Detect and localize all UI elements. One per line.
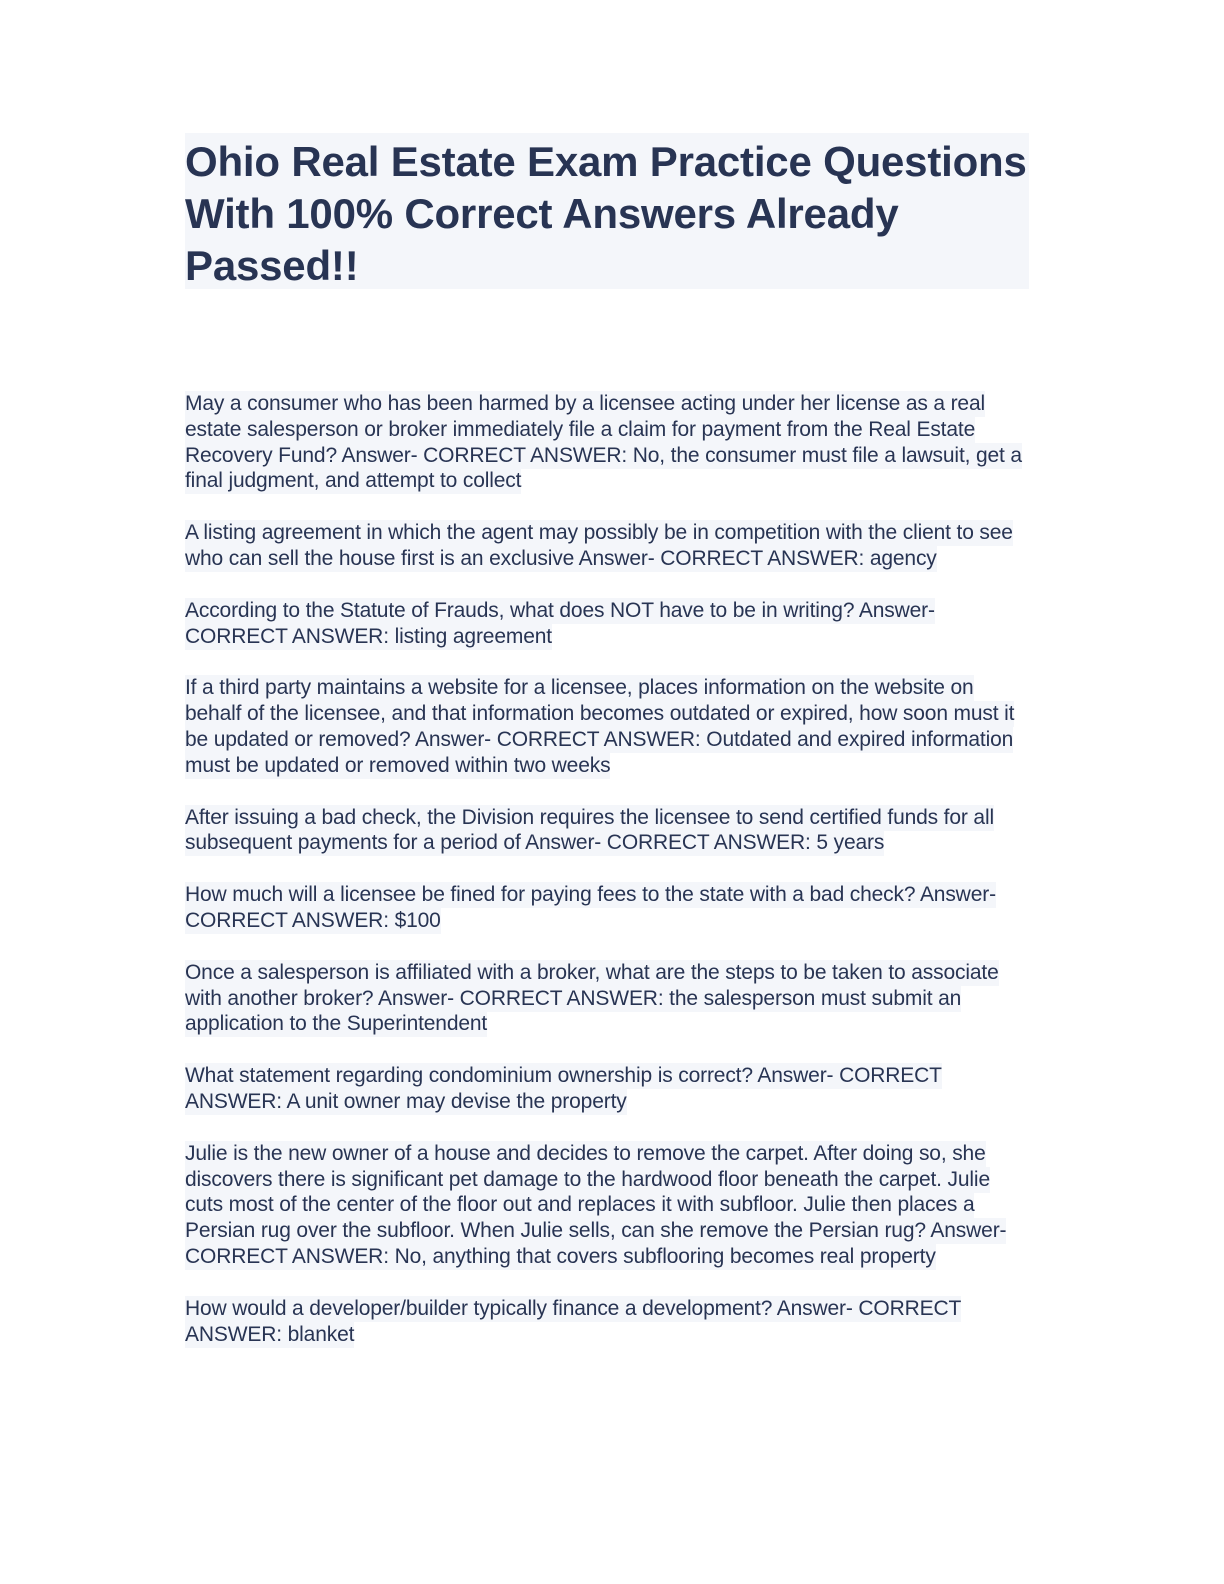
qa-item-6 bbox=[185, 882, 1030, 934]
document-page bbox=[185, 133, 1030, 1346]
qa-text: What statement regarding condominium ownership is correct? Answer- CORRECT ANSWER: A unit owner may devise the property bbox=[185, 1064, 942, 1113]
qa-item-7 bbox=[185, 960, 1030, 1037]
qa-text: How would a developer/builder typically finance a development? Answer- CORRECT ANSWER: blanket bbox=[185, 1296, 962, 1346]
qa-item-5 bbox=[185, 805, 1030, 857]
qa-text: According to the Statute of Frauds, what does NOT have to be in writing? Answer- CORRECT ANSWER: listing agreement bbox=[185, 598, 935, 648]
qa-text: May a consumer who has been harmed by a licensee acting under her license as a real estate salesperson or broker immediately file a claim for payment from the Real Estate Recovery Fund? Answer- CORRECT ANSWER: No, the consumer must file a lawsuit, get a final judgment, and attempt to collect bbox=[185, 392, 1022, 493]
document-title: Ohio Real Estate Exam Practice Questions With 100% Correct Answers Already Passed!! bbox=[185, 138, 1027, 289]
qa-item-8 bbox=[185, 1063, 1030, 1115]
qa-text: After issuing a bad check, the Division requires the licensee to send certified funds for all subsequent payments for a period of Answer- CORRECT ANSWER: 5 years bbox=[185, 805, 994, 855]
qa-text: Julie is the new owner of a house and decides to remove the carpet. After doing so, she discovers there is significant pet damage to the hardwood floor beneath the carpet. Julie cuts most of the center of the floor out and replaces it with subfloor. Julie then places a Persian rug over the subfloor. When Julie sells, can she remove the Persian rug? Answer- CORRECT ANSWER: No, anything that covers subflooring becomes real property bbox=[185, 1141, 1007, 1268]
qa-item-10 bbox=[185, 1296, 1030, 1348]
title-block bbox=[185, 133, 1029, 289]
qa-text: If a third party maintains a website for a licensee, places information on the website on behalf of the licensee, and that information becomes outdated or expired, how soon must it be updated or removed? Answer- CORRECT ANSWER: Outdated and expired information must be updated or removed within two weeks bbox=[185, 676, 1015, 777]
qa-list bbox=[185, 391, 1030, 1373]
qa-text: Once a salesperson is affiliated with a broker, what are the steps to be taken to associate with another broker? Answer- CORRECT ANSWER: the salesperson must submit an application to the Superintendent bbox=[185, 960, 999, 1036]
qa-item-4 bbox=[185, 675, 1030, 778]
qa-text: How much will a licensee be fined for paying fees to the state with a bad check? Answer- CORRECT ANSWER: $100 bbox=[185, 883, 996, 932]
qa-item-3 bbox=[185, 598, 1030, 650]
qa-item-9 bbox=[185, 1141, 1030, 1270]
qa-text: A listing agreement in which the agent may possibly be in competition with the client to see who can sell the house first is an exclusive Answer- CORRECT ANSWER: agency bbox=[185, 521, 1013, 570]
qa-item-1 bbox=[185, 391, 1030, 494]
qa-item-2 bbox=[185, 520, 1030, 572]
